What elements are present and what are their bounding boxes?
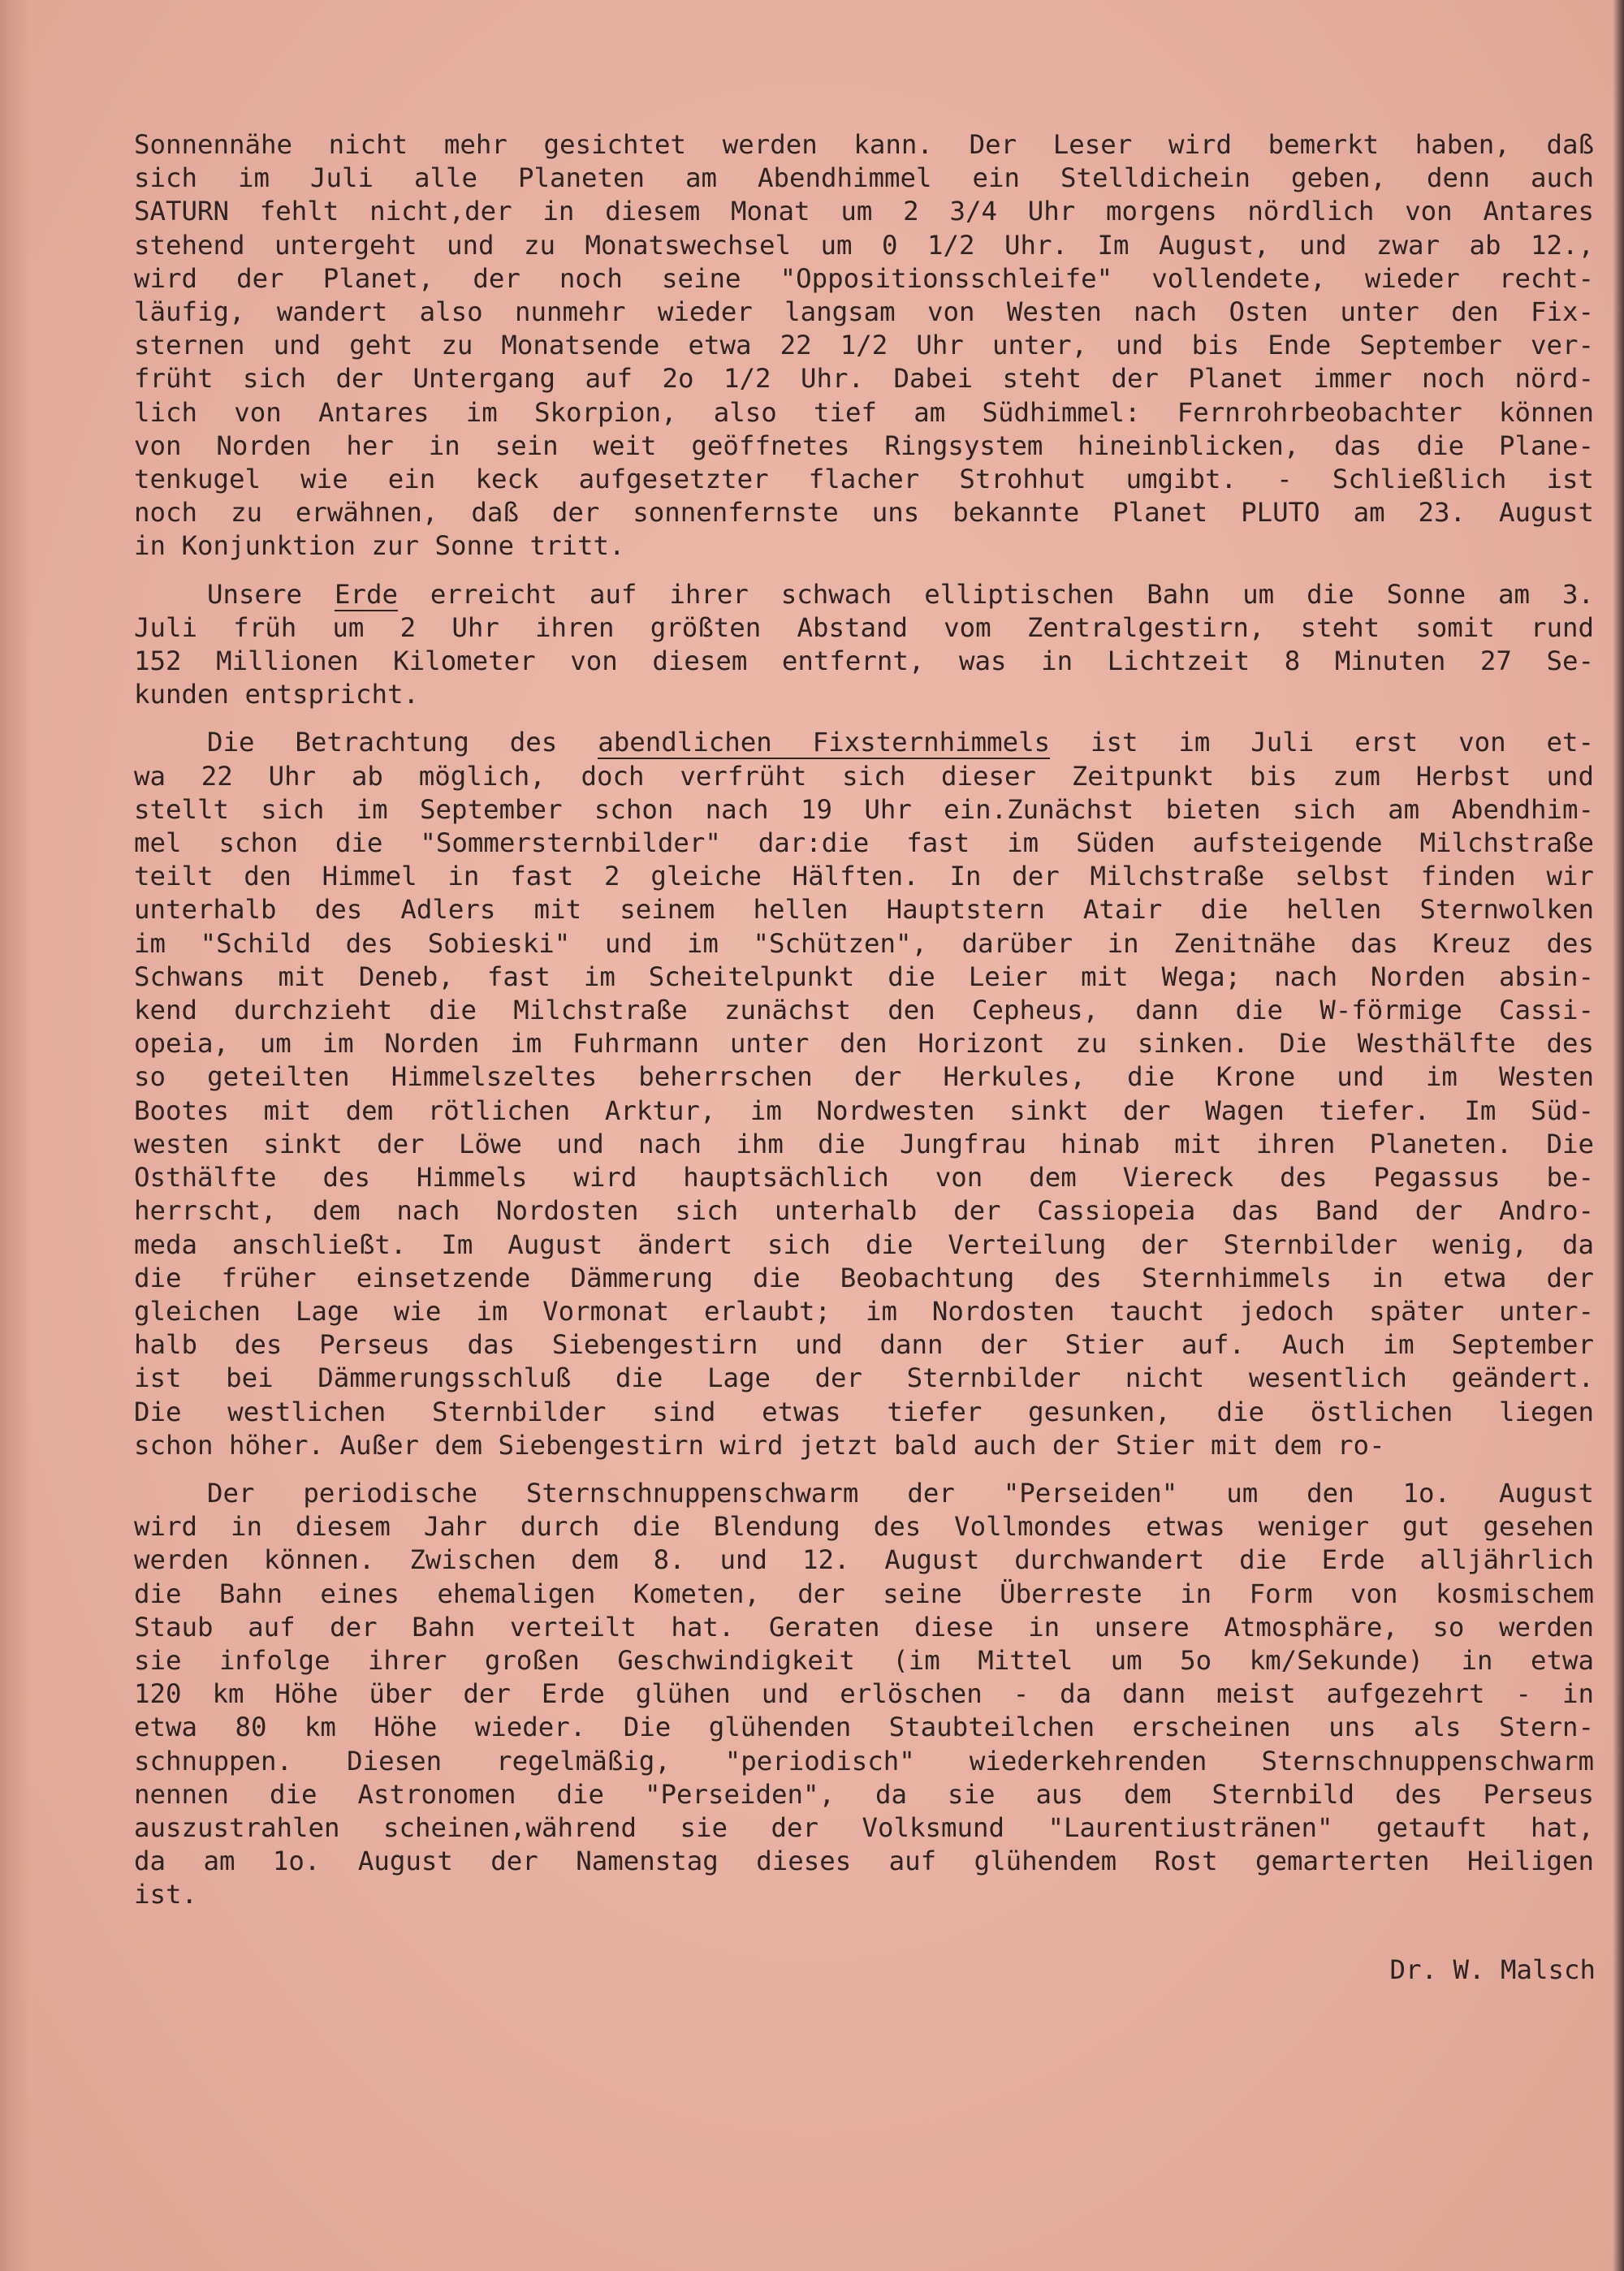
text-line: Staub auf der Bahn verteilt hat. Geraten diese in unsere Atmosphäre, so werden (134, 1611, 1594, 1643)
text-line: lich von Antares im Skorpion, also tief am Südhimmel: Fernrohrbeobachter können (134, 396, 1594, 428)
text-line: kunden entspricht. (134, 679, 420, 710)
article-body (134, 128, 1594, 1927)
text-line: schon höher. Außer dem Siebengestirn wird jetzt bald auch der Stier mit dem ro- (134, 1429, 1385, 1461)
text-line: stellt sich im September schon nach 19 Uhr ein.Zunächst bieten sich am Abendhim- (134, 793, 1594, 825)
text-line: SATURN fehlt nicht,der in diesem Monat um 2 3/4 Uhr morgens nördlich von Antares (134, 196, 1594, 227)
text-line: Juli früh um 2 Uhr ihren größten Abstand vom Zentralgestirn, steht somit rund (134, 611, 1594, 643)
text-line: nennen die Astronomen die "Perseiden", da sie aus dem Sternbild des Perseus (134, 1778, 1594, 1810)
text-fragment: Unsere (207, 578, 335, 610)
underlined-term: Erde (334, 578, 398, 610)
text-line (134, 578, 1594, 611)
text-line: früht sich der Untergang auf 2o 1/2 Uhr. Dabei steht der Planet immer noch nörd- (134, 363, 1594, 395)
author-signature: Dr. W. Malsch (1389, 1954, 1596, 1985)
text-line: Die westlichen Sternbilder sind etwas tiefer gesunken, die östlichen liegen (134, 1396, 1594, 1427)
text-fragment: ist im Juli erst von et- (1050, 727, 1594, 758)
page-edge (1613, 0, 1624, 2271)
text-line: von Norden her in sein weit geöffnetes Ringsystem hineinblicken, das die Plane- (134, 430, 1594, 461)
text-line: stehend untergeht und zu Monatswechsel um 0 1/2 Uhr. Im August, und zwar ab 12., (134, 229, 1594, 261)
text-line: Schwans mit Deneb, fast im Scheitelpunkt die Leier mit Wega; nach Norden absin- (134, 961, 1594, 992)
text-line: halb des Perseus das Siebengestirn und dann der Stier auf. Auch im September (134, 1329, 1594, 1361)
text-line: ist bei Dämmerungsschluß die Lage der Sternbilder nicht wesentlich geändert. (134, 1362, 1594, 1394)
text-line: mel schon die "Sommersternbilder" dar:die fast im Süden aufsteigende Milchstraße (134, 827, 1594, 859)
text-line: wird der Planet, der noch seine "Oppositionsschleife" vollendete, wieder recht- (134, 262, 1594, 294)
text-line: die früher einsetzende Dämmerung die Beobachtung des Sternhimmels in etwa der (134, 1262, 1594, 1293)
text-line: so geteilten Himmelszeltes beherrschen der Herkules, die Krone und im Westen (134, 1061, 1594, 1093)
text-line: wa 22 Uhr ab möglich, doch verfrüht sich dieser Zeitpunkt bis zum Herbst und (134, 760, 1594, 792)
text-line: westen sinkt der Löwe und nach ihm die Jungfrau hinab mit ihren Planeten. Die (134, 1128, 1594, 1159)
paragraph-saturn (134, 128, 1594, 563)
text-line: Sonnennähe nicht mehr gesichtet werden kann. Der Leser wird bemerkt haben, daß (134, 129, 1594, 160)
text-line: die Bahn eines ehemaligen Kometen, der seine Überreste in Form von kosmischem (134, 1578, 1594, 1609)
text-line (134, 726, 1594, 759)
text-line: sich im Juli alle Planeten am Abendhimmel ein Stelldichein geben, denn auch (134, 162, 1594, 194)
text-line: herrscht, dem nach Nordosten sich unterhalb der Cassiopeia das Band der Andro- (134, 1195, 1594, 1227)
text-line: sternen und geht zu Monatsende etwa 22 1/2 Uhr unter, und bis Ende September ver- (134, 330, 1594, 361)
text-fragment: Die Betrachtung des (207, 727, 598, 758)
text-line: tenkugel wie ein keck aufgesetzter flacher Strohhut umgibt. - Schließlich ist (134, 464, 1594, 495)
text-line: Der periodische Sternschnuppenschwarm der "Perseiden" um den 1o. August (207, 1477, 1594, 1509)
text-line: sie infolge ihrer großen Geschwindigkeit (im Mittel um 5o km/Sekunde) in etwa (134, 1644, 1594, 1676)
text-fragment: erreicht auf ihrer schwach elliptischen Bahn um die Sonne am 3. (397, 578, 1594, 610)
text-line: opeia, um im Norden im Fuhrmann unter den Horizont zu sinken. Die Westhälfte des (134, 1028, 1594, 1060)
text-line: unterhalb des Adlers mit seinem hellen Hauptstern Atair die hellen Sternwolken (134, 894, 1594, 926)
text-line: kend durchzieht die Milchstraße zunächst den Cepheus, dann die W-förmige Cassi- (134, 995, 1594, 1026)
text-line: 152 Millionen Kilometer von diesem entfernt, was in Lichtzeit 8 Minuten 27 Se- (134, 645, 1594, 677)
text-line: da am 1o. August der Namenstag dieses auf glühendem Rost gemarterten Heiligen (134, 1846, 1594, 1877)
paragraph-perseiden (134, 1477, 1594, 1912)
binding-shadow (0, 0, 31, 2271)
text-line: gleichen Lage wie im Vormonat erlaubt; im Nordosten taucht jedoch später unter- (134, 1295, 1594, 1327)
text-line: im "Schild des Sobieski" und im "Schützen", darüber in Zenitnähe das Kreuz des (134, 927, 1594, 959)
text-line: 120 km Höhe über der Erde glühen und erlöschen - da dann meist aufgezehrt - in (134, 1678, 1594, 1710)
text-line: werden können. Zwischen dem 8. und 12. August durchwandert die Erde alljährlich (134, 1544, 1594, 1576)
paragraph-erde (134, 578, 1594, 712)
underlined-term: abendlichen Fixsternhimmels (598, 727, 1051, 758)
text-line: läufig, wandert also nunmehr wieder langsam von Westen nach Osten unter den Fix- (134, 296, 1594, 328)
text-line: Osthälfte des Himmels wird hauptsächlich von dem Viereck des Pegassus be- (134, 1162, 1594, 1194)
text-line: noch zu erwähnen, daß der sonnenfernste uns bekannte Planet PLUTO am 23. August (134, 497, 1594, 529)
text-line: etwa 80 km Höhe wieder. Die glühenden Staubteilchen erscheinen uns als Stern- (134, 1712, 1594, 1743)
paragraph-fixsternhimmel (134, 726, 1594, 1461)
text-line: Bootes mit dem rötlichen Arktur, im Nordwesten sinkt der Wagen tiefer. Im Süd- (134, 1094, 1594, 1126)
text-line: teilt den Himmel in fast 2 gleiche Hälften. In der Milchstraße selbst finden wir (134, 861, 1594, 892)
text-line: auszustrahlen scheinen,während sie der Volksmund "Laurentiustränen" getauft hat, (134, 1811, 1594, 1843)
text-line: ist. (134, 1879, 198, 1910)
text-line: meda anschließt. Im August ändert sich die Verteilung der Sternbilder wenig, da (134, 1228, 1594, 1260)
text-line: schnuppen. Diesen regelmäßig, "periodisch" wiederkehrenden Sternschnuppenschwarm (134, 1745, 1594, 1777)
text-line: wird in diesem Jahr durch die Blendung des Vollmondes etwas weniger gut gesehen (134, 1511, 1594, 1543)
text-line: in Konjunktion zur Sonne tritt. (134, 530, 625, 562)
